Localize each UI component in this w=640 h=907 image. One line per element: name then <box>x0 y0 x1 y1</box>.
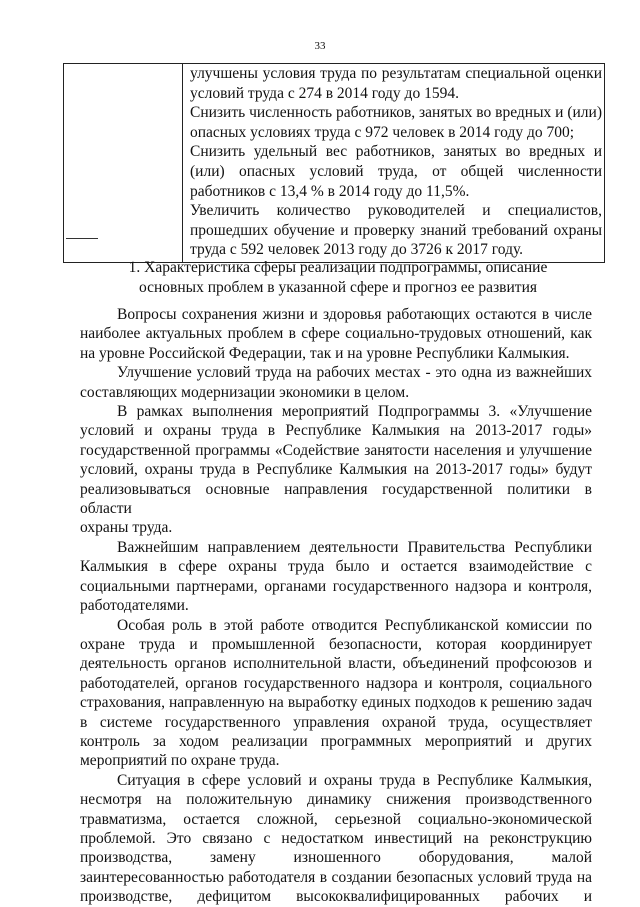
paragraph-line: в системе государственного управления охраной труда, осуществляет <box>80 713 592 731</box>
paragraph-line: составляющих модернизации экономики в целом. <box>80 383 410 401</box>
paragraph-line: производства, замену изношенного оборудования, малой <box>80 849 592 867</box>
paragraph <box>80 363 592 402</box>
paragraph-line: государственной программы «Содействие занятости населения и улучшение <box>80 441 592 459</box>
page-number: 33 <box>314 40 326 52</box>
scan-artifact-line <box>66 238 98 239</box>
paragraph-line: несмотря на положительную динамику снижения производственного <box>80 791 592 809</box>
paragraph-line: условий и охраны труда в Республике Калмыкия на 2013-2017 годы» <box>80 422 592 440</box>
table-row <box>64 64 605 263</box>
table-line: Снизить удельный вес работников, занятых во вредных и <box>190 143 602 161</box>
paragraph <box>80 538 592 616</box>
table-line: Увеличить количество руководителей и специалистов, <box>190 202 602 220</box>
paragraph <box>80 616 592 771</box>
table-line: Снизить численность работников, занятых во вредных и (или) <box>190 104 602 122</box>
section-heading <box>88 258 588 298</box>
paragraph-line: Улучшение условий труда на рабочих местах - это одна из важнейших <box>117 364 592 382</box>
paragraph-line: проблемой. Это связано с недостатком инвестиций на реконструкцию <box>80 829 592 847</box>
table-empty-cell <box>64 64 183 263</box>
paragraph-line: Калмыкия в сфере охраны труда было и остается взаимодействие с <box>80 558 592 576</box>
table-text-cell <box>183 64 605 263</box>
paragraph-line: условий, охраны труда в Республике Калмыкия на 2013-2017 годы» будут <box>80 461 592 479</box>
table-line: работников с 13,4 % в 2014 году до 11,5%. <box>190 182 470 200</box>
table-line: опасных условиях труда с 972 человек в 2014 году до 700; <box>190 123 575 141</box>
paragraph-line: работодателей, органов государственного надзора и контроля, социального <box>80 674 592 692</box>
paragraph-line: деятельность органов исполнительной власти, объединений профсоюзов и <box>80 655 592 673</box>
paragraph-line: страхования, направленную на выработку единых подходов к решению задач <box>80 694 592 712</box>
paragraph-line: В рамках выполнения мероприятий Подпрограммы 3. «Улучшение <box>117 403 592 421</box>
paragraph-line: социальными партнерами, органами государственного надзора и контроля, <box>80 577 592 595</box>
paragraph <box>80 402 592 538</box>
paragraph-line: Вопросы сохранения жизни и здоровья работающих остаются в числе <box>117 306 592 323</box>
paragraph-line: охране труда и промышленной безопасности, которая координирует <box>80 635 592 653</box>
body-text <box>80 305 592 907</box>
paragraph-line: охраны труда. <box>80 519 173 537</box>
paragraph-line: мероприятий по охране труда. <box>80 752 280 770</box>
paragraph-line: работодателями. <box>80 597 189 615</box>
table-line: прошедших обучение и проверку знаний требований охраны <box>190 221 602 239</box>
paragraph <box>80 771 592 907</box>
paragraph-line: контроль за ходом реализации программных мероприятий и других <box>80 732 592 750</box>
paragraph-line: Важнейшим направлением деятельности Правительства Республики <box>117 538 592 556</box>
section-heading-line: основных проблем в указанной сфере и прогноз ее развития <box>139 279 537 296</box>
section-heading-line: 1. Характеристика сферы реализации подпрограммы, описание <box>128 259 548 276</box>
paragraph-line: Ситуация в сфере условий и охраны труда в Республике Калмыкия, <box>117 771 592 789</box>
paragraph-line: наиболее актуальных проблем в сфере социально-трудовых отношений, как <box>80 325 592 343</box>
paragraph-line: на уровне Российской Федерации, так и на уровне Республики Калмыкия. <box>80 344 570 362</box>
paragraph <box>80 305 592 363</box>
table-line: труда с 592 человек 2013 году до 3726 к 2017 году. <box>190 241 524 259</box>
table-line: улучшены условия труда по результатам специальной оценки <box>190 65 602 82</box>
paragraph-line: травматизма, остается сложной, серьезной социально-экономической <box>80 810 592 828</box>
paragraph-line: Особая роль в этой работе отводится Республиканской комиссии по <box>117 616 592 634</box>
paragraph-line: заинтересованностью работодателя в создании безопасных условий труда на <box>80 868 592 886</box>
table-line: (или) опасных условий труда, от общей численности <box>190 162 602 180</box>
paragraph-line: реализовываться основные направления государственной политики в области <box>80 480 592 518</box>
requirements-table <box>63 63 605 263</box>
paragraph-line: производстве, дефицитом высококвалифицированных рабочих и <box>80 888 592 906</box>
table-line: условий труда с 274 в 2014 году до 1594. <box>190 84 459 102</box>
